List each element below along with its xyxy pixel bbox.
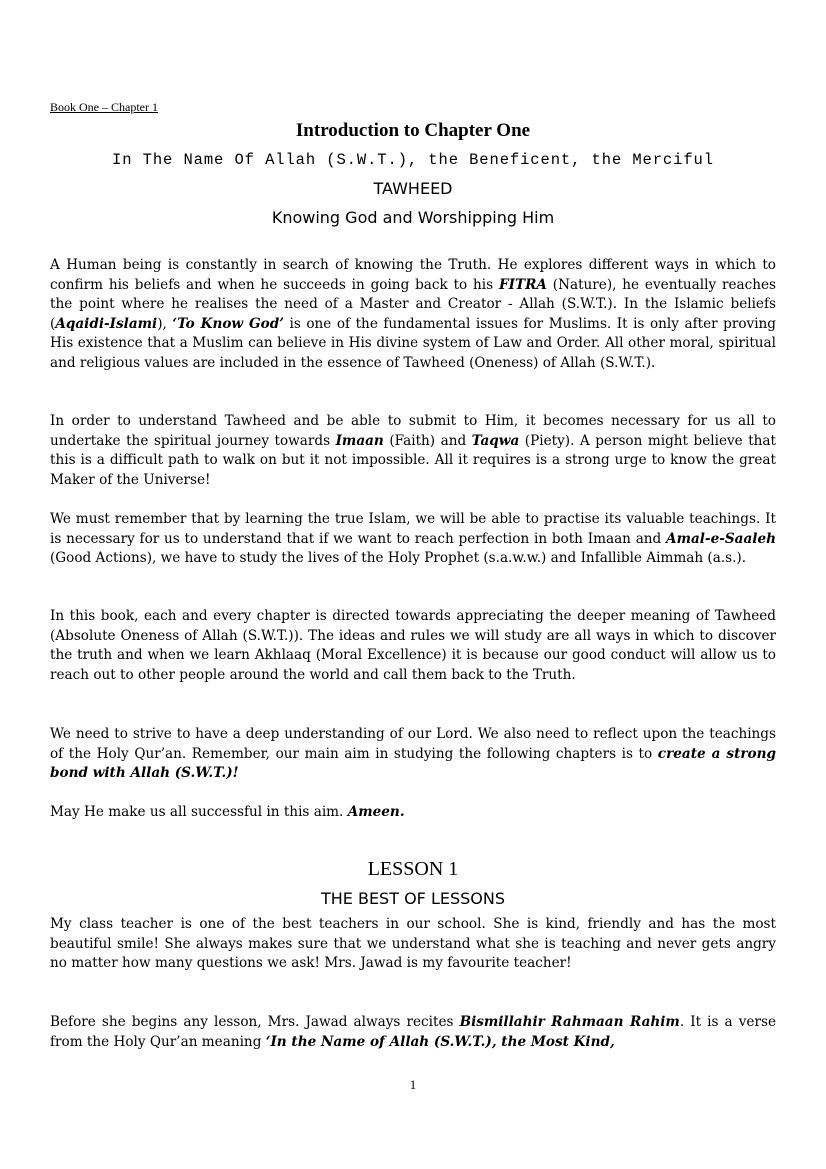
lesson-paragraph-1: My class teacher is one of the best teachers in our school. She is kind, friendly and has the most beautiful smile! She always makes sure that we understand what she is teaching and never gets angry no matter how many questions we ask! Mrs. Jawad is my favourite teacher! — [50, 916, 776, 971]
chapter-title: Introduction to Chapter One — [295, 120, 531, 141]
bismillah-line: In The Name Of Allah (S.W.T.), the Beneficent, the Merciful — [112, 151, 714, 169]
intro-paragraph-3: We must remember that by learning the true Islam, we will be able to practise its valuable teachings. It is necessary for us to understand that if we want to reach perfection in both Imaan and Amal-e-Saaleh (Good Actions), we have to study the lives of the Holy Prophet (s.a.w.w.) and Infallible Aimmah (a.s.). — [50, 511, 776, 566]
lesson-subtitle: THE BEST OF LESSONS — [320, 889, 506, 908]
intro-paragraph-5: We need to strive to have a deep understanding of our Lord. We also need to reflect upon the teachings of the Holy Qur’an. Remember, our main aim in studying the following chapters is to create a strong bond with Allah (S.W.T.)! — [50, 726, 776, 781]
intro-paragraph-4: In this book, each and every chapter is directed towards appreciating the deeper meaning of Tawheed (Absolute Oneness of Allah (S.W.T.)). The ideas and rules we will study are all ways in which to discover the truth and when we learn Akhlaaq (Moral Excellence) it is because our good conduct will allow us to reach out to other people around the world and call them back to the Truth. — [50, 608, 776, 683]
topic-subtitle: Knowing God and Worshipping Him — [271, 208, 555, 227]
intro-paragraph-6: May He make us all successful in this aim. Ameen. — [50, 804, 405, 820]
page-number: 1 — [409, 1077, 417, 1092]
lesson-title: LESSON 1 — [367, 858, 459, 880]
running-header: Book One – Chapter 1 — [50, 100, 158, 114]
lesson-paragraph-2: Before she begins any lesson, Mrs. Jawad always recites Bismillahir Rahmaan Rahim. It is a verse from the Holy Qur’an meaning ‘In the Name of Allah (S.W.T.), the Most Kind, — [50, 1014, 776, 1050]
topic-heading: TAWHEED — [373, 179, 453, 198]
intro-paragraph-1: A Human being is constantly in search of knowing the Truth. He explores different ways in which to confirm his beliefs and when he succeeds in going back to his FITRA (Nature), he eventually reaches the point where he realises the need of a Master and Creator - Allah (S.W.T.). In the Islamic beliefs (Aqaidi-Islami), ‘To Know God’ is one of the fundamental issues for Muslims. It is only after proving His existence that a Muslim can believe in His divine system of Law and Order. All other moral, spiritual and religious values are included in the essence of Tawheed (Oneness) of Allah (S.W.T.). — [50, 257, 777, 371]
intro-paragraph-2: In order to understand Tawheed and be able to submit to Him, it becomes necessary for us all to undertake the spiritual journey towards Imaan (Faith) and Taqwa (Piety). A person might believe that this is a difficult path to walk on but it not impossible. All it requires is a strong urge to know the great Maker of the Universe! — [50, 413, 776, 488]
